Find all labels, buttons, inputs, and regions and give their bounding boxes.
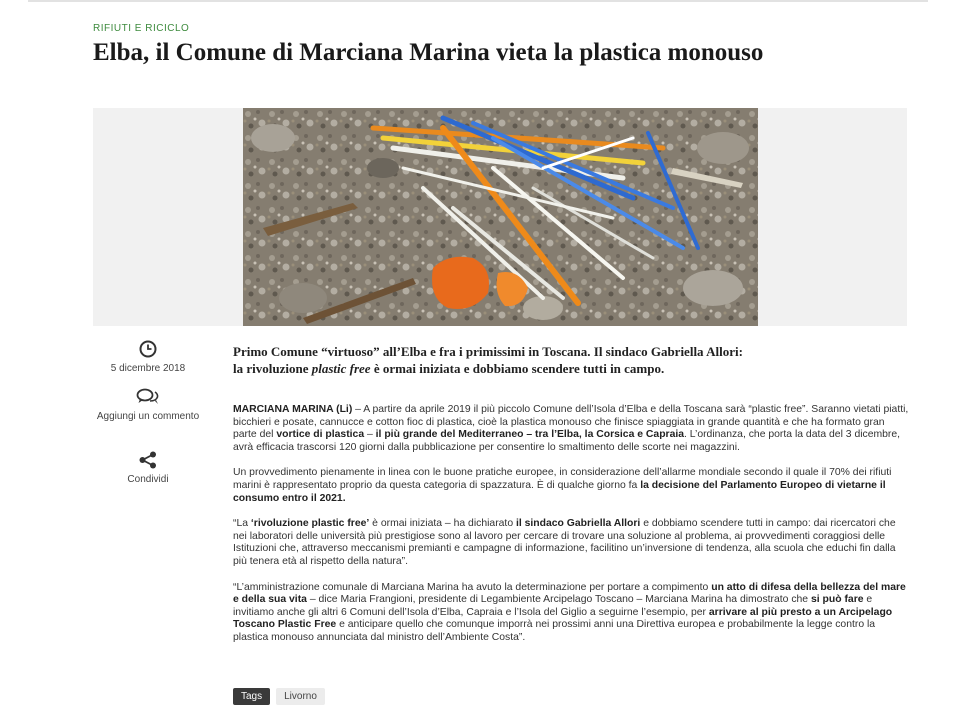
beach-plastic-illustration <box>243 108 758 326</box>
tags-label: Tags <box>233 688 270 705</box>
p4-text-3: e invitiamo anche gli altri 6 Comuni dell’Isola d’Elba, Capraia e l’Isola del Giglio a seguirne l’esempio, per <box>233 594 873 618</box>
p1-bold-2: vortice di plastica <box>276 429 365 441</box>
paragraph-4 <box>233 582 909 645</box>
p4-bold-3: arrivare al più presto a un Arcipelago Toscano Plastic Free <box>233 606 893 631</box>
p3-text-2: è ormai iniziata – ha dichiarato <box>369 518 516 530</box>
p3-text-1: “La <box>233 518 251 530</box>
p4-bold-1: un atto di difesa della bellezza del mare e della sua vita <box>233 581 906 606</box>
hero-image-container <box>93 108 907 326</box>
lead-line-2-pre: la rivoluzione <box>233 361 312 376</box>
lead-emphasis: plastic free <box>311 361 371 376</box>
p1-bold-3: il più grande del Mediterraneo – tra l’Elba, la Corsica e Capraia <box>375 429 685 441</box>
p1-text-3: . L’ordinanza, che porta la data del 3 dicembre, avrà efficacia trascorsi 120 giorni dalla pubblicazione per consentire lo smaltimento delle scorte nei magazzini. <box>233 429 901 453</box>
p3-bold-2: il sindaco Gabriella Allori <box>515 518 641 530</box>
p2-bold-1: la decisione del Parlamento Europeo di vietarne il consumo entro il 2021. <box>233 479 886 504</box>
meta-date <box>93 340 203 375</box>
meta-comment[interactable] <box>93 388 203 423</box>
paragraph-3 <box>233 518 909 568</box>
p4-text-2: – dice Maria Frangioni, presidente di Legambiente Arcipelago Toscano – Marciana Marina ha dimostrato che <box>306 594 811 606</box>
article-body <box>233 404 909 658</box>
meta-share[interactable] <box>93 451 203 486</box>
add-comment-link[interactable]: Aggiungi un commento <box>96 411 200 422</box>
p3-bold-1: ‘rivoluzione plastic free’ <box>250 518 370 530</box>
comments-icon <box>136 388 160 406</box>
top-divider <box>28 0 928 2</box>
hero-image <box>243 108 758 326</box>
p1-text-1: – A partire da aprile 2019 il più piccolo Comune dell’Isola d’Elba e della Toscana sarà “plastic free”. Saranno vietati piatti, bicchieri e posate, cannucce e cotton fioc di plastica, cioè la plastica monouso che finisce spiaggiata in grande quantità e che ha formato gran parte del <box>233 404 909 441</box>
tags-bar <box>233 688 325 705</box>
p2-text-1: Un provvedimento pienamente in linea con le buone pratiche europee, in considerazione dell’allarme mondiale secondo il quale il 70% dei rifiuti marini è rappresentato proprio da questa categoria di spazzatura. È di qualche giorno fa <box>233 467 892 491</box>
lead-line-2-post: è ormai iniziata e dobbiamo scendere tutti in campo. <box>370 361 665 376</box>
article-title: Elba, il Comune di Marciana Marina vieta la plastica monouso <box>93 39 764 66</box>
share-link[interactable]: Condividi <box>127 474 169 485</box>
tag-livorno[interactable]: Livorno <box>276 688 325 705</box>
p4-text-4: e anticipare quello che comunque imporrà nei prossimi anni una Direttiva europea e probabilmente la legge contro la plastica monouso annunciata dal ministro dell’Ambiente Costa”. <box>233 619 876 643</box>
article-category-link[interactable]: RIFIUTI E RICICLO <box>93 23 190 34</box>
share-icon <box>138 451 158 469</box>
clock-icon <box>139 340 157 358</box>
paragraph-2 <box>233 467 909 505</box>
lead-line-1: Primo Comune “virtuoso” all’Elba e fra i primissimi in Toscana. Il sindaco Gabriella Allori: <box>233 344 743 359</box>
paragraph-1 <box>233 404 909 454</box>
p4-text-1: “L’amministrazione comunale di Marciana Marina ha avuto la determinazione per portare a compimento <box>233 581 712 593</box>
lead-line-2 <box>233 360 873 377</box>
article-date: 5 dicembre 2018 <box>110 363 186 374</box>
p1-text-2: – <box>364 429 376 441</box>
article-lead <box>233 343 873 377</box>
p1-bold-1: MARCIANA MARINA (Li) <box>233 404 353 415</box>
p3-text-3: e dobbiamo scendere tutti in campo: dai ricercatori che nei laboratori delle università più prestigiose sono al lavoro per cercare di trovare una soluzione al problema, ai provvedimenti coraggiosi delle Istituzioni che, attraverso meccanismi premianti e campagne di informazione, facilitino un’inversione di tendenza, alla scuola che educhi fin dalla più tenera età al rispetto della natura”. <box>233 518 896 567</box>
p4-bold-2: si può fare <box>810 594 864 606</box>
